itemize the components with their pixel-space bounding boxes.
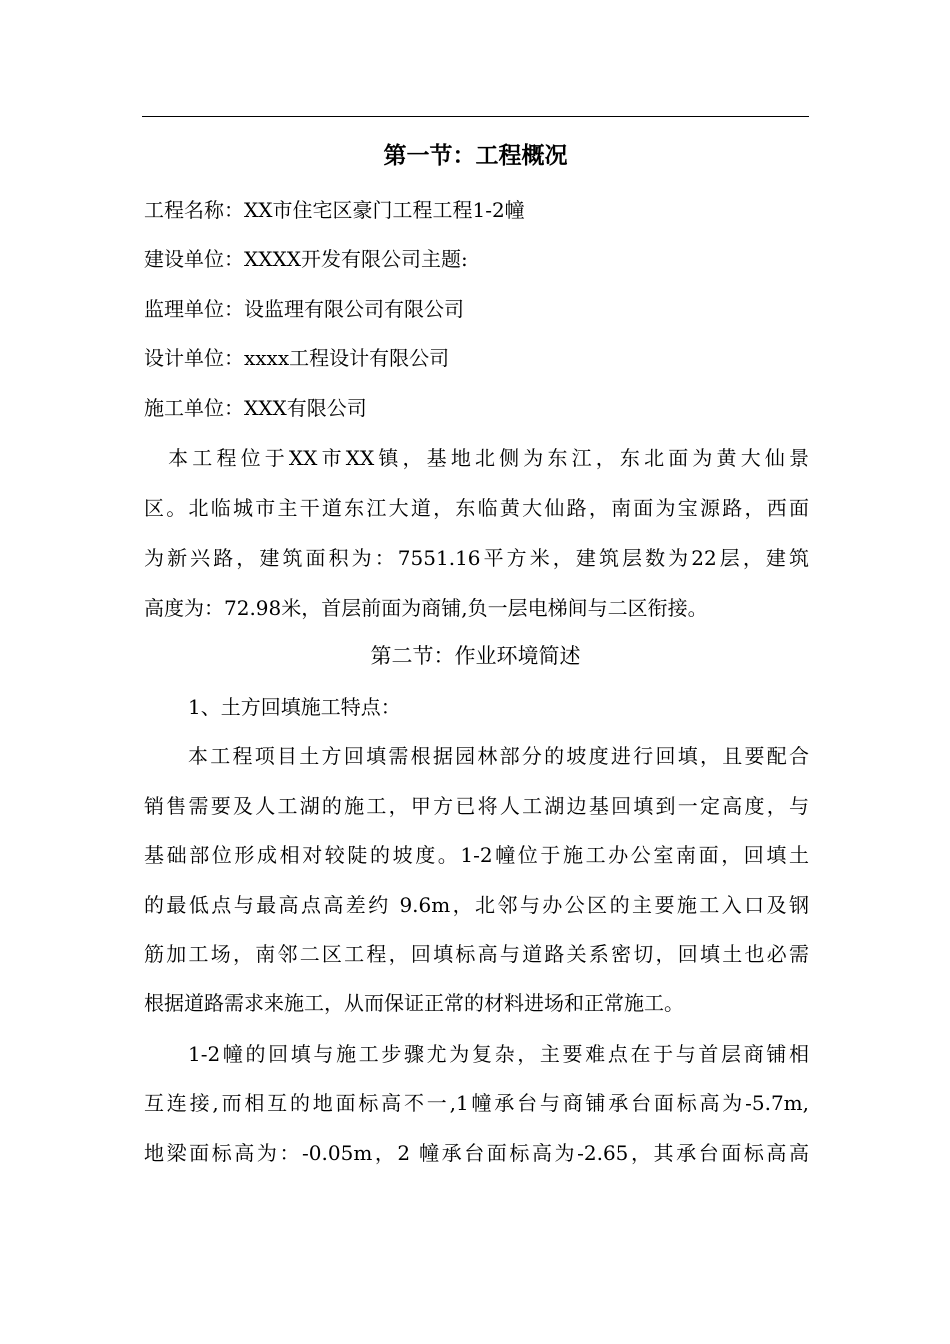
section1-paragraph-line: 高度为：72.98米，首层前面为商铺,负一层电梯间与二区衔接。 (144, 596, 708, 620)
section2-paragraph2-line: 互连接,而相互的地面标高不一,1幢承台与商铺承台面标高为-5.7m, (144, 1091, 809, 1115)
section2-paragraph1-line: 根据道路需求来施工，从而保证正常的材料进场和正常施工。 (144, 991, 684, 1015)
section2-paragraph1-line: 基础部位形成相对较陡的坡度。1-2幢位于施工办公室南面，回填土 (144, 843, 809, 867)
info-designer: 设计单位：xxxx工程设计有限公司 (144, 346, 450, 370)
section2-paragraph1-line: 的最低点与最高点高差约 9.6m，北邻与办公区的主要施工入口及钢 (144, 893, 809, 917)
section2-paragraph2-line: 1-2幢的回填与施工步骤尤为复杂，主要难点在于与首层商铺相 (188, 1042, 809, 1066)
info-project-name: 工程名称：XX市住宅区豪门工程工程1-2幢 (144, 198, 525, 222)
section1-title: 第一节：工程概况 (383, 143, 568, 169)
section2-paragraph1-line: 筋加工场，南邻二区工程，回填标高与道路关系密切，回填土也必需 (144, 942, 809, 966)
header-rule (142, 116, 809, 117)
section2-paragraph1-line: 销售需要及人工湖的施工，甲方已将人工湖边基回填到一定高度，与 (144, 794, 809, 818)
section1-paragraph-line: 为新兴路，建筑面积为：7551.16平方米，建筑层数为22层，建筑 (144, 546, 809, 570)
info-contractor: 施工单位：XXX有限公司 (144, 396, 367, 420)
section1-paragraph-line: 区。北临城市主干道东江大道，东临黄大仙路，南面为宝源路，西面 (144, 496, 809, 520)
section1-paragraph-line: 本工程位于XX市XX镇，基地北侧为东江，东北面为黄大仙景 (144, 446, 809, 470)
section2-paragraph2-line: 地梁面标高为：-0.05m，2 幢承台面标高为-2.65，其承台面标高高 (144, 1141, 809, 1165)
info-client: 建设单位：XXXX开发有限公司主题: (144, 247, 468, 271)
section2-item-title: 1、土方回填施工特点： (188, 695, 401, 719)
info-supervisor: 监理单位：设监理有限公司有限公司 (144, 297, 464, 321)
section2-title: 第二节：作业环境简述 (370, 644, 581, 668)
section2-paragraph1-line: 本工程项目土方回填需根据园林部分的坡度进行回填，且要配合 (188, 744, 809, 768)
